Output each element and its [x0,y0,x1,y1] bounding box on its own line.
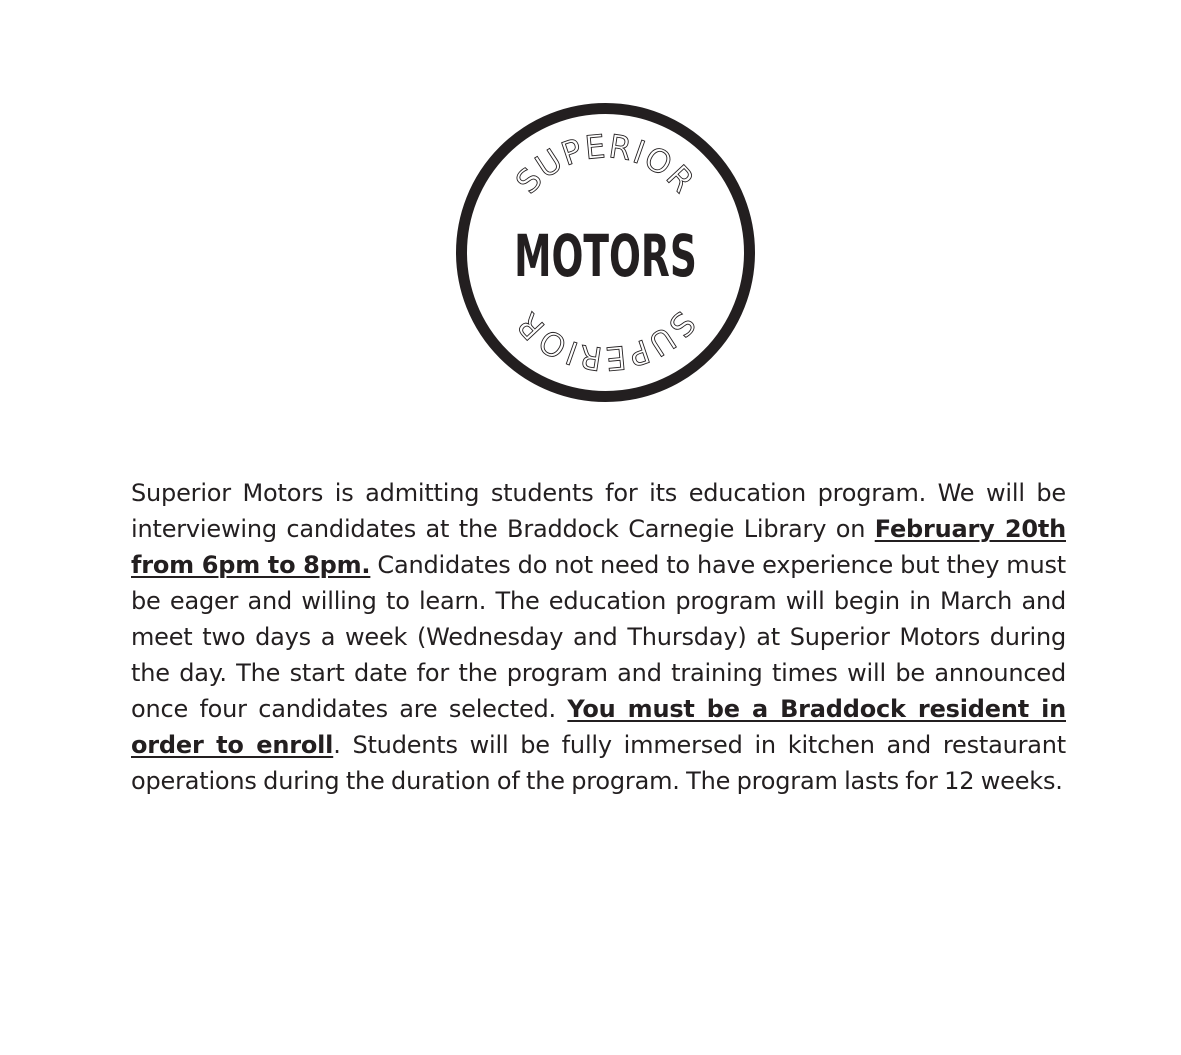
residency-requirement: You must be a Braddock resident in order to enroll [131,695,1066,759]
announcement-text-part-3: . Students will be fully immersed in kitchen and restaurant operations during the duration of the program. The program lasts for 12 weeks. [131,731,1067,795]
superior-motors-logo [453,100,758,405]
announcement-text-part-1: Superior Motors is admitting students for its education program. We will be interviewing candidates at the Braddock Carnegie Library on [131,479,1066,543]
announcement-text-part-2: Candidates do not need to have experience but they must be eager and willing to learn. The education program will begin in March and meet two days a week (Wednesday and Thursday) at Superior Motors during the day. The start date for the program and training times will be announced once four candidates are selected. [131,551,1066,723]
logo-arc-bottom-text: SUPERIOR [508,304,703,378]
announcement-paragraph [131,475,1066,799]
logo-arc-top-text: SUPERIOR [508,127,703,201]
logo-center-text: MOTORS [514,222,697,290]
interview-date-time: February 20th from 6pm to 8pm. [131,515,1066,579]
